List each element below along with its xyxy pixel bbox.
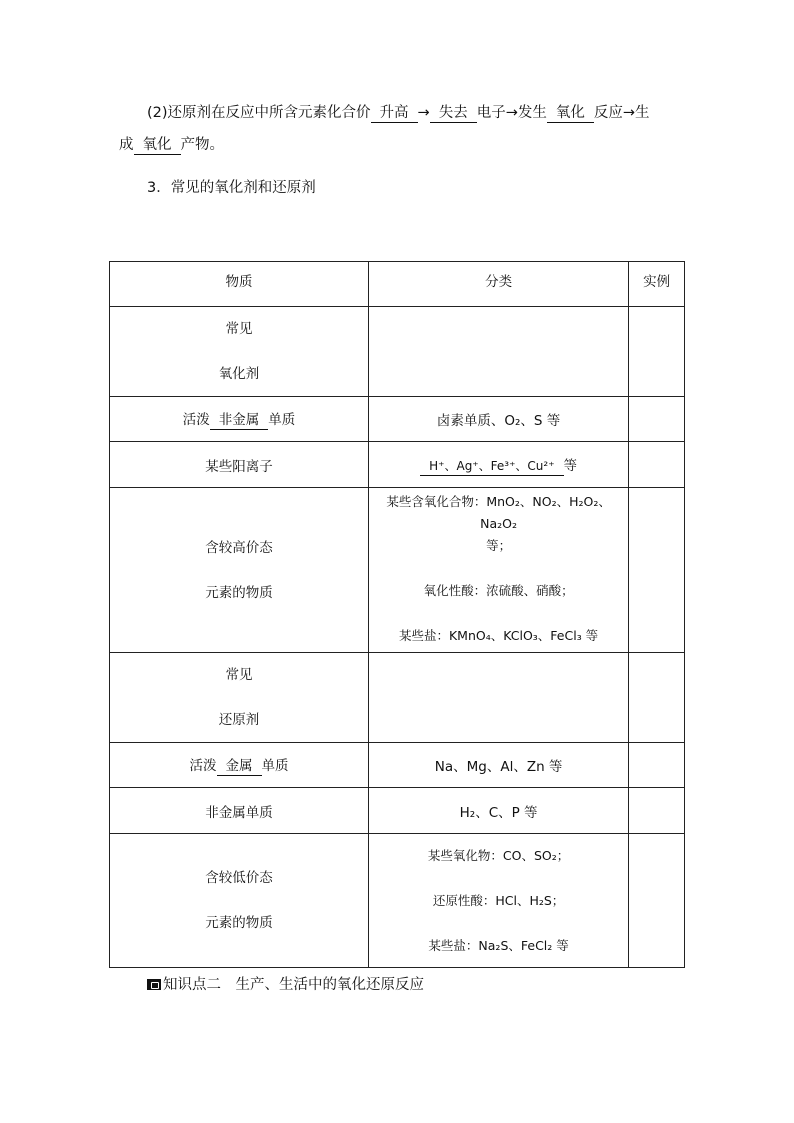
cell (369, 743, 629, 788)
text: 某些含氧化合物：MnO₂、NO₂、H₂O₂、Na₂O₂ (386, 494, 611, 531)
header-cell (369, 262, 629, 307)
cell (629, 442, 685, 488)
table-row (110, 307, 685, 397)
cell (629, 788, 685, 834)
cell (110, 743, 369, 788)
text: 常见 (225, 321, 253, 337)
text: 某些盐：Na₂S、FeCl₂ 等 (428, 937, 569, 953)
text: 单质 (268, 412, 296, 428)
cell (369, 653, 629, 743)
text: 产物。 (180, 137, 224, 153)
blank-answer: 氧化 (547, 104, 594, 123)
section-heading-knowledge-2 (147, 973, 424, 994)
header-text: 实例 (643, 274, 671, 290)
text: 元素的物质 (205, 915, 273, 931)
blank-answer: H⁺、Ag⁺、Fe³⁺、Cu²⁺ (420, 457, 563, 476)
arrow: → (417, 105, 430, 121)
oxidant-reductant-table (109, 261, 685, 968)
text: 含较低价态 (205, 870, 273, 886)
cell (110, 397, 369, 442)
text: 元素的物质 (205, 584, 273, 601)
cell (369, 488, 629, 653)
blank-answer: 升高 (371, 104, 418, 123)
cell (629, 307, 685, 397)
cell (110, 442, 369, 488)
group-label-reductant (110, 653, 369, 743)
section-marker-icon (147, 979, 161, 990)
table-row (110, 788, 685, 834)
cell (110, 834, 369, 968)
cell (629, 834, 685, 968)
cell (629, 488, 685, 653)
text: 等 (563, 457, 578, 474)
text: 某些氧化物：CO、SO₂； (427, 847, 570, 863)
cell (369, 442, 629, 488)
cell (369, 788, 629, 834)
text: 等； (486, 538, 512, 553)
table-row (110, 743, 685, 788)
text: 活泼 (189, 758, 217, 774)
text: 常见 (225, 667, 253, 683)
section-title: 知识点二 生产、生活中的氧化还原反应 (163, 977, 424, 993)
header-text: 分类 (485, 274, 513, 290)
blank-answer: 金属 (217, 757, 262, 776)
table-row (110, 397, 685, 442)
text: 非金属单质 (205, 804, 273, 821)
heading-text: 3．常见的氧化剂和还原剂 (147, 180, 316, 196)
text: 成 (119, 137, 134, 153)
table-header-row (110, 262, 685, 307)
table-row (110, 653, 685, 743)
cell (110, 788, 369, 834)
blank-answer: 氧化 (134, 136, 181, 155)
blank-answer: 失去 (430, 104, 477, 123)
paragraph-reductant (119, 97, 689, 161)
text: 卤素单质、O₂、S 等 (436, 413, 561, 429)
text: 反应→生 (593, 105, 650, 121)
text: 某些盐：KMnO₄、KClO₃、FeCl₃ 等 (398, 628, 599, 643)
text: Na、Mg、Al、Zn 等 (434, 759, 563, 775)
text: 含较高价态 (205, 539, 273, 556)
table-row (110, 442, 685, 488)
text: (2)还原剂在反应中所含元素化合价 (147, 105, 371, 121)
blank-answer: 非金属 (210, 411, 269, 430)
cell (629, 397, 685, 442)
text: 活泼 (182, 412, 210, 428)
text: 还原性酸：HCl、H₂S； (432, 892, 565, 908)
cell (369, 307, 629, 397)
cell (369, 834, 629, 968)
text: 单质 (261, 758, 289, 774)
text: 电子→发生 (476, 105, 547, 121)
group-label-oxidant (110, 307, 369, 397)
cell (629, 653, 685, 743)
section-heading-3 (147, 172, 717, 204)
text: 某些阳离子 (205, 458, 273, 475)
text: 氧化性酸：浓硫酸、硝酸； (423, 583, 574, 598)
header-text: 物质 (225, 274, 253, 290)
header-cell (629, 262, 685, 307)
cell (110, 488, 369, 653)
cell (629, 743, 685, 788)
cell (369, 397, 629, 442)
table-row (110, 834, 685, 968)
text: 氧化剂 (218, 366, 260, 382)
text: H₂、C、P 等 (459, 804, 538, 821)
table-row (110, 488, 685, 653)
header-cell (110, 262, 369, 307)
text: 还原剂 (218, 712, 260, 728)
